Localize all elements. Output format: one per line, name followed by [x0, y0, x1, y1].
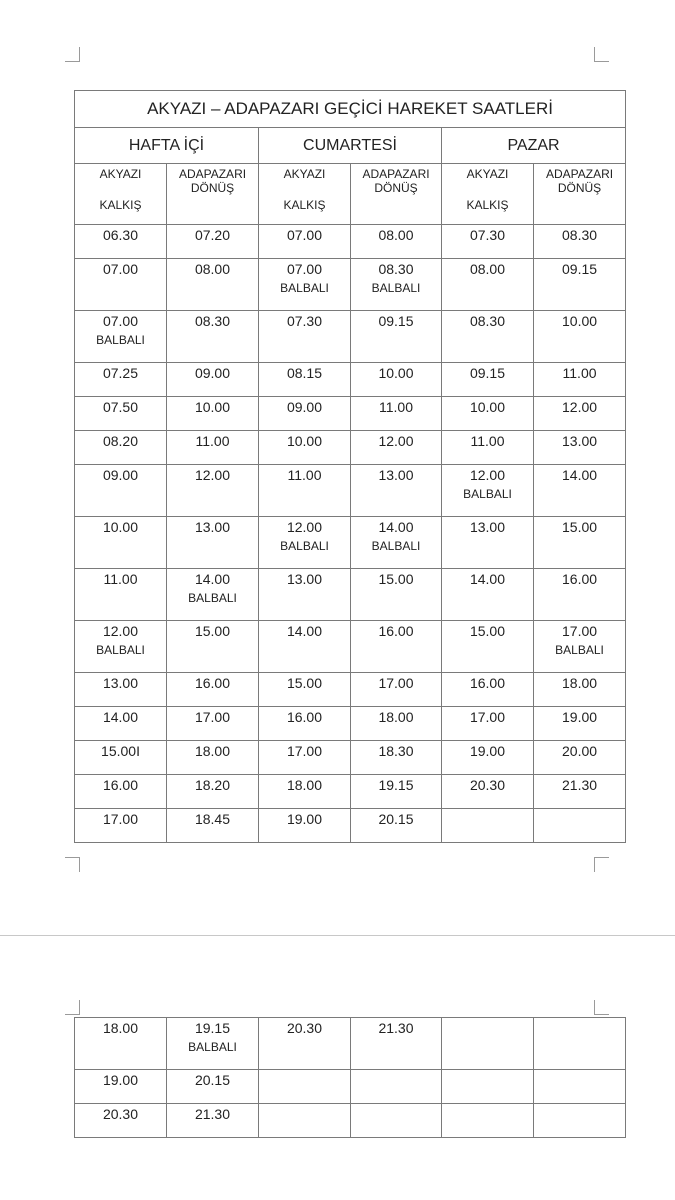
time-cell: [442, 259, 534, 311]
time-value: 10.00: [378, 365, 414, 381]
time-cell: [259, 311, 351, 363]
time-cell: [167, 259, 259, 311]
time-value: 09.00: [286, 399, 323, 415]
time-cell: [534, 707, 626, 741]
route-note: BALBALI: [371, 539, 421, 553]
time-value: 17.00: [469, 709, 506, 725]
time-cell: [534, 311, 626, 363]
column-header-return: [534, 164, 626, 225]
column-header-return: [351, 164, 442, 225]
time-value: 13.00: [378, 467, 414, 483]
time-value: 20.30: [102, 1106, 139, 1122]
route-note: BALBALI: [555, 643, 604, 657]
time-value: 07.50: [102, 399, 139, 415]
time-value: 18.30: [378, 743, 414, 759]
time-cell: [534, 431, 626, 465]
time-value: 08.30: [194, 313, 231, 329]
time-value: 18.00: [102, 1020, 139, 1036]
time-value: 08.20: [102, 433, 139, 449]
time-value: 08.30: [469, 313, 506, 329]
time-cell: [167, 1104, 259, 1138]
time-value: 19.00: [286, 811, 323, 827]
time-value: 16.00: [194, 675, 231, 691]
time-value: 20.15: [378, 811, 414, 827]
time-value: 16.00: [562, 571, 598, 587]
time-cell: [351, 311, 442, 363]
time-value: 14.00: [469, 571, 506, 587]
time-value: [351, 1070, 441, 1072]
column-header-line: KALKIŞ: [99, 198, 142, 212]
time-cell: [351, 673, 442, 707]
time-value: [534, 1104, 625, 1106]
time-value: 13.00: [469, 519, 506, 535]
time-value: 21.30: [562, 777, 598, 793]
column-header-line: AKYAZI: [283, 167, 326, 181]
time-cell: [442, 465, 534, 517]
time-cell: [259, 809, 351, 843]
time-value: 13.00: [286, 571, 323, 587]
time-cell: [75, 1018, 167, 1070]
table-row: [75, 225, 626, 259]
time-value: [259, 1104, 350, 1106]
time-value: 08.00: [469, 261, 506, 277]
page-corner-mark: [65, 1000, 80, 1015]
time-cell: [259, 1104, 351, 1138]
time-value: 15.00: [286, 675, 323, 691]
time-value: [534, 1018, 625, 1020]
time-value: 11.00: [287, 467, 322, 483]
time-cell: [351, 363, 442, 397]
time-cell: [259, 1070, 351, 1104]
time-value: 14.00: [562, 467, 598, 483]
time-cell: [351, 1104, 442, 1138]
time-cell: [351, 431, 442, 465]
table-row: [75, 673, 626, 707]
time-value: 11.00: [195, 433, 230, 449]
time-cell: [534, 741, 626, 775]
route-note: BALBALI: [280, 539, 329, 553]
time-cell: [167, 465, 259, 517]
column-header-line: ADAPAZARI: [362, 167, 430, 181]
time-cell: [442, 741, 534, 775]
column-header-line: DÖNÜŞ: [374, 181, 418, 195]
time-cell: [167, 569, 259, 621]
time-value: 08.15: [286, 365, 323, 381]
time-value: 16.00: [378, 623, 414, 639]
time-cell: [75, 673, 167, 707]
time-cell: [75, 775, 167, 809]
time-value: 18.20: [194, 777, 231, 793]
time-value: 21.30: [378, 1020, 414, 1036]
time-cell: [534, 1070, 626, 1104]
table-row: [75, 775, 626, 809]
time-value: [442, 1070, 533, 1072]
time-value: 17.00: [286, 743, 323, 759]
time-cell: [167, 621, 259, 673]
time-value: 18.00: [562, 675, 598, 691]
time-cell: [442, 809, 534, 843]
schedule-table-continued: [74, 1017, 626, 1138]
table-row: [75, 259, 626, 311]
time-cell: [75, 259, 167, 311]
time-cell: [259, 569, 351, 621]
time-cell: [442, 517, 534, 569]
time-value: 12.00: [286, 519, 323, 535]
time-cell: [167, 1070, 259, 1104]
time-cell: [167, 707, 259, 741]
time-value: [442, 809, 533, 811]
group-header-saturday: CUMARTESİ: [259, 128, 442, 164]
page-corner-mark: [594, 47, 609, 62]
column-header-departure: [259, 164, 351, 225]
time-value: 16.00: [102, 777, 139, 793]
time-cell: [75, 621, 167, 673]
time-cell: [351, 225, 442, 259]
time-value: 09.15: [469, 365, 506, 381]
time-cell: [167, 741, 259, 775]
time-value: 10.00: [194, 399, 231, 415]
page-corner-mark: [594, 1000, 609, 1015]
time-cell: [442, 363, 534, 397]
time-value: 07.00: [286, 261, 323, 277]
time-cell: [75, 225, 167, 259]
time-value: 15.00: [194, 623, 231, 639]
time-value: 15.00I: [101, 743, 140, 759]
time-value: 15.00: [378, 571, 414, 587]
time-cell: [442, 707, 534, 741]
table-row: [75, 465, 626, 517]
column-header-line: KALKIŞ: [466, 198, 509, 212]
time-value: 07.25: [102, 365, 139, 381]
time-value: 10.00: [562, 313, 598, 329]
time-value: 12.00: [378, 433, 414, 449]
page-corner-mark: [594, 857, 609, 872]
time-value: 07.00: [286, 227, 323, 243]
time-cell: [259, 225, 351, 259]
table-row: [75, 1104, 626, 1138]
time-cell: [75, 431, 167, 465]
time-value: 12.00: [102, 623, 139, 639]
time-cell: [351, 465, 442, 517]
table-row: [75, 397, 626, 431]
time-value: 13.00: [562, 433, 598, 449]
time-cell: [442, 1104, 534, 1138]
column-header-line: ADAPAZARI: [178, 167, 247, 181]
time-value: [534, 809, 625, 811]
time-value: [534, 1070, 625, 1072]
time-cell: [259, 621, 351, 673]
time-cell: [167, 431, 259, 465]
time-cell: [442, 431, 534, 465]
table-row: [75, 1018, 626, 1070]
time-cell: [259, 363, 351, 397]
route-note: BALBALI: [188, 591, 237, 605]
time-cell: [167, 225, 259, 259]
time-cell: [259, 707, 351, 741]
time-value: 15.00: [562, 519, 598, 535]
time-cell: [351, 1018, 442, 1070]
time-value: 11.00: [103, 571, 138, 587]
time-cell: [534, 569, 626, 621]
time-value: 08.30: [562, 227, 598, 243]
table-row: [75, 431, 626, 465]
time-value: 12.00: [194, 467, 231, 483]
time-value: 08.30: [378, 261, 414, 277]
time-value: 17.00: [378, 675, 414, 691]
column-header-line: ADAPAZARI: [545, 167, 614, 181]
table-row: [75, 621, 626, 673]
time-value: 10.00: [286, 433, 323, 449]
time-value: 19.00: [469, 743, 506, 759]
time-cell: [442, 673, 534, 707]
time-cell: [351, 707, 442, 741]
page-corner-mark: [65, 857, 80, 872]
time-cell: [167, 397, 259, 431]
time-cell: [167, 775, 259, 809]
column-header-line: KALKIŞ: [283, 198, 326, 212]
time-value: 20.15: [194, 1072, 231, 1088]
time-cell: [534, 621, 626, 673]
time-cell: [75, 1104, 167, 1138]
time-value: 14.00: [194, 571, 231, 587]
time-cell: [442, 775, 534, 809]
time-value: 08.00: [194, 261, 231, 277]
time-value: 16.00: [286, 709, 323, 725]
time-cell: [534, 517, 626, 569]
time-cell: [75, 517, 167, 569]
time-value: 17.00: [194, 709, 231, 725]
time-value: 20.00: [562, 743, 598, 759]
route-note: BALBALI: [188, 1040, 237, 1054]
time-cell: [167, 673, 259, 707]
time-cell: [75, 569, 167, 621]
time-cell: [167, 1018, 259, 1070]
time-value: 19.00: [102, 1072, 139, 1088]
time-cell: [167, 809, 259, 843]
time-cell: [351, 775, 442, 809]
time-cell: [75, 809, 167, 843]
time-cell: [534, 363, 626, 397]
time-value: 18.00: [286, 777, 323, 793]
time-cell: [534, 1104, 626, 1138]
time-cell: [534, 673, 626, 707]
time-cell: [534, 465, 626, 517]
time-value: 17.00: [102, 811, 139, 827]
time-cell: [75, 363, 167, 397]
time-value: [259, 1070, 350, 1072]
column-header-return: [167, 164, 259, 225]
time-value: 18.00: [378, 709, 414, 725]
time-value: 14.00: [378, 519, 414, 535]
time-value: 09.00: [102, 467, 139, 483]
time-value: 16.00: [469, 675, 506, 691]
time-cell: [442, 621, 534, 673]
time-cell: [259, 775, 351, 809]
time-cell: [167, 517, 259, 569]
time-value: [351, 1104, 441, 1106]
time-cell: [442, 1018, 534, 1070]
time-cell: [442, 225, 534, 259]
time-cell: [259, 465, 351, 517]
time-cell: [259, 431, 351, 465]
table-row: [75, 569, 626, 621]
time-cell: [442, 569, 534, 621]
time-cell: [534, 775, 626, 809]
route-note: BALBALI: [371, 281, 421, 295]
time-cell: [351, 259, 442, 311]
time-value: 14.00: [286, 623, 323, 639]
time-cell: [351, 1070, 442, 1104]
time-cell: [351, 809, 442, 843]
time-cell: [259, 517, 351, 569]
page-break-divider: [0, 935, 675, 936]
time-value: 07.00: [102, 261, 139, 277]
time-value: 07.30: [286, 313, 323, 329]
time-value: 09.00: [194, 365, 231, 381]
time-cell: [259, 259, 351, 311]
time-cell: [167, 311, 259, 363]
time-cell: [259, 741, 351, 775]
time-value: 21.30: [194, 1106, 231, 1122]
time-cell: [442, 311, 534, 363]
time-cell: [351, 397, 442, 431]
time-value: 10.00: [102, 519, 139, 535]
time-cell: [75, 311, 167, 363]
time-cell: [534, 1018, 626, 1070]
time-cell: [442, 1070, 534, 1104]
time-value: 11.00: [562, 365, 597, 381]
time-value: 19.00: [562, 709, 598, 725]
table-row: [75, 707, 626, 741]
time-value: [442, 1104, 533, 1106]
time-cell: [534, 225, 626, 259]
time-value: 15.00: [469, 623, 506, 639]
route-note: BALBALI: [463, 487, 512, 501]
time-cell: [75, 741, 167, 775]
time-cell: [534, 397, 626, 431]
time-cell: [351, 517, 442, 569]
table-row: [75, 809, 626, 843]
time-cell: [534, 809, 626, 843]
time-value: 10.00: [469, 399, 506, 415]
time-value: 07.20: [194, 227, 231, 243]
time-cell: [351, 621, 442, 673]
time-value: 12.00: [562, 399, 598, 415]
group-header-sunday: PAZAR: [442, 128, 626, 164]
time-value: [442, 1018, 533, 1020]
column-header-line: DÖNÜŞ: [190, 181, 235, 195]
time-value: 06.30: [102, 227, 139, 243]
schedule-table: [74, 90, 626, 843]
time-value: 20.30: [469, 777, 506, 793]
time-cell: [75, 397, 167, 431]
time-cell: [75, 1070, 167, 1104]
time-value: 20.30: [286, 1020, 323, 1036]
time-cell: [351, 741, 442, 775]
time-value: 07.30: [469, 227, 506, 243]
time-cell: [442, 397, 534, 431]
time-value: 19.15: [194, 1020, 231, 1036]
route-note: BALBALI: [96, 643, 145, 657]
time-value: 18.00: [194, 743, 231, 759]
table-row: [75, 311, 626, 363]
schedule-title: AKYAZI – ADAPAZARI GEÇİCİ HAREKET SAATLERİ: [75, 91, 626, 128]
table-row: [75, 1070, 626, 1104]
group-header-weekday: HAFTA İÇİ: [75, 128, 259, 164]
time-value: 09.15: [562, 261, 598, 277]
time-value: 07.00: [102, 313, 139, 329]
time-cell: [534, 259, 626, 311]
column-header-departure: [75, 164, 167, 225]
time-cell: [351, 569, 442, 621]
table-row: [75, 517, 626, 569]
route-note: BALBALI: [280, 281, 329, 295]
time-cell: [167, 363, 259, 397]
time-value: 08.00: [378, 227, 414, 243]
time-value: 18.45: [194, 811, 231, 827]
column-header-departure: [442, 164, 534, 225]
column-header-line: DÖNÜŞ: [557, 181, 602, 195]
time-value: 11.00: [470, 433, 505, 449]
time-cell: [259, 1018, 351, 1070]
column-header-line: AKYAZI: [99, 167, 142, 181]
column-header-line: AKYAZI: [466, 167, 509, 181]
time-value: 11.00: [379, 399, 413, 415]
table-row: [75, 363, 626, 397]
time-value: 14.00: [102, 709, 139, 725]
page-corner-mark: [65, 47, 80, 62]
time-value: 13.00: [102, 675, 139, 691]
time-cell: [75, 707, 167, 741]
table-row: [75, 741, 626, 775]
time-value: 17.00: [562, 623, 598, 639]
time-cell: [259, 673, 351, 707]
time-value: 09.15: [378, 313, 414, 329]
time-cell: [259, 397, 351, 431]
time-value: 19.15: [378, 777, 414, 793]
time-cell: [75, 465, 167, 517]
time-value: 13.00: [194, 519, 231, 535]
time-value: 12.00: [469, 467, 506, 483]
route-note: BALBALI: [96, 333, 145, 347]
